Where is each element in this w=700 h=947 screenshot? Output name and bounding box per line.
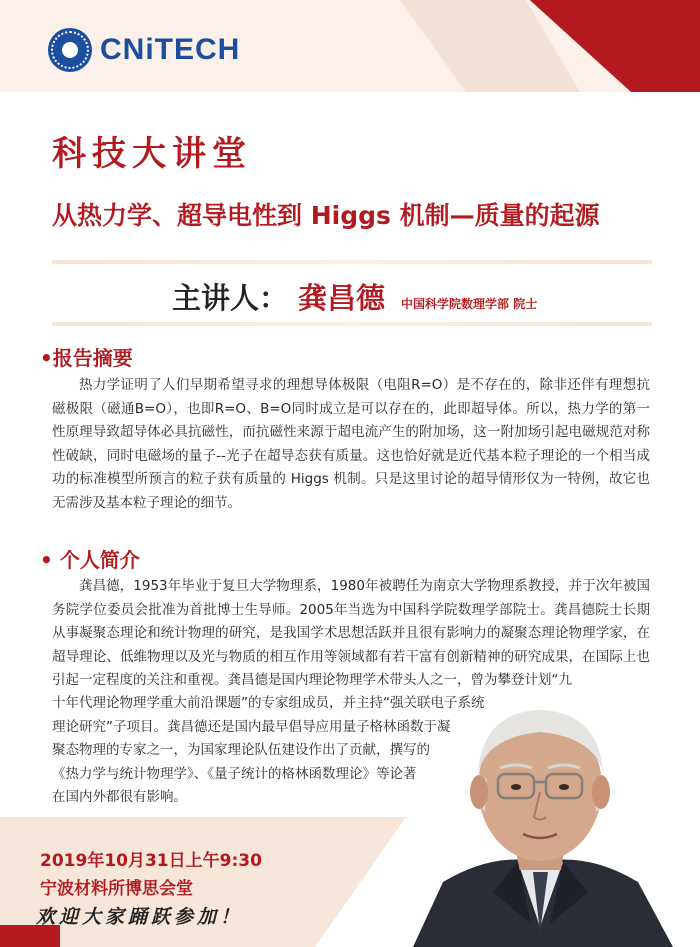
event-welcome: 欢迎大家踊跃参加！ (36, 906, 244, 928)
speaker-row (172, 276, 537, 317)
divider-bottom (52, 322, 652, 326)
divider-top (52, 260, 652, 264)
portrait-illustration (403, 692, 678, 947)
bio-heading: • 个人简介 (40, 548, 140, 572)
institute-seal-icon (48, 28, 92, 72)
lecture-series-title: 科技大讲堂 (52, 134, 252, 174)
abstract-text: 热力学证明了人们早期希望寻求的理想导体极限（电阻R=O）是不存在的，除非还伴有理想抗磁极限（磁通B=O），也即R=O、B=O同时成立是可以存在的，此即超导体。所以，热力学的第一性原理导致超导体必具抗磁性，而抗磁性来源于超电流产生的附加场，这一附加场引起电磁规范对称性破缺，同时电磁场的量子--光子在超导态获有质量。这也恰好就是近代基本粒子理论的一个相当成功的标准模型所预言的粒子获有质量的 Higgs 机制。只是这里讨论的超导情形仅为一特例，故它也无需涉及基本粒子理论的细节。 (52, 377, 650, 511)
bio-line-2: 理论研究”子项目。龚昌德还是国内最早倡导应用量子格林函数于凝 (52, 718, 451, 735)
speaker-name: 龚昌德 (298, 281, 386, 315)
speaker-photo (403, 692, 678, 947)
lecture-title: 从热力学、超导电性到 Higgs 机制—质量的起源 (52, 201, 600, 230)
bio-line-3: 聚态物理的专家之一，为国家理论队伍建设作出了贡献，撰写的 (52, 742, 430, 758)
speaker-label: 主讲人： (172, 281, 289, 315)
event-venue: 宁波材料所博思会堂 (40, 879, 193, 899)
cnitech-logo (48, 28, 240, 72)
bio-line-4: 《热力学与统计物理学》、《量子统计的格林函数理论》等论著 (52, 765, 417, 782)
speaker-affiliation: 中国科学院数理学部 院士 (401, 297, 538, 311)
event-date: 2019年10月31日上午9:30 (40, 851, 262, 871)
abstract-heading: •报告摘要 (40, 346, 133, 370)
bio-line-5: 在国内外都很有影响。 (52, 789, 187, 805)
bio-line-1: 十年代理论物理学重大前沿课题”的专家组成员，并主持“强关联电子系统 (52, 695, 485, 711)
logo-text: CNiTECH (100, 33, 241, 66)
bio-text: 龚昌德，1953年毕业于复旦大学物理系，1980年被聘任为南京大学物理系教授，并于次年被国务院学位委员会批准为首批博士生导师。2005年当选为中国科学院数理学部院士。龚昌德院士长期从事凝聚态理论和统计物理的研究，是我国学术思想活跃并且很有影响力的凝聚态理论物理学家，在超导理论、低维物理以及光与物质的相互作用等领域都有若干富有创新精神的研究成果，在国际上也引起一定程度的关注和重视。龚昌德是国内理论物理学术带头人之一，曾为攀登计划“九 (52, 578, 650, 688)
